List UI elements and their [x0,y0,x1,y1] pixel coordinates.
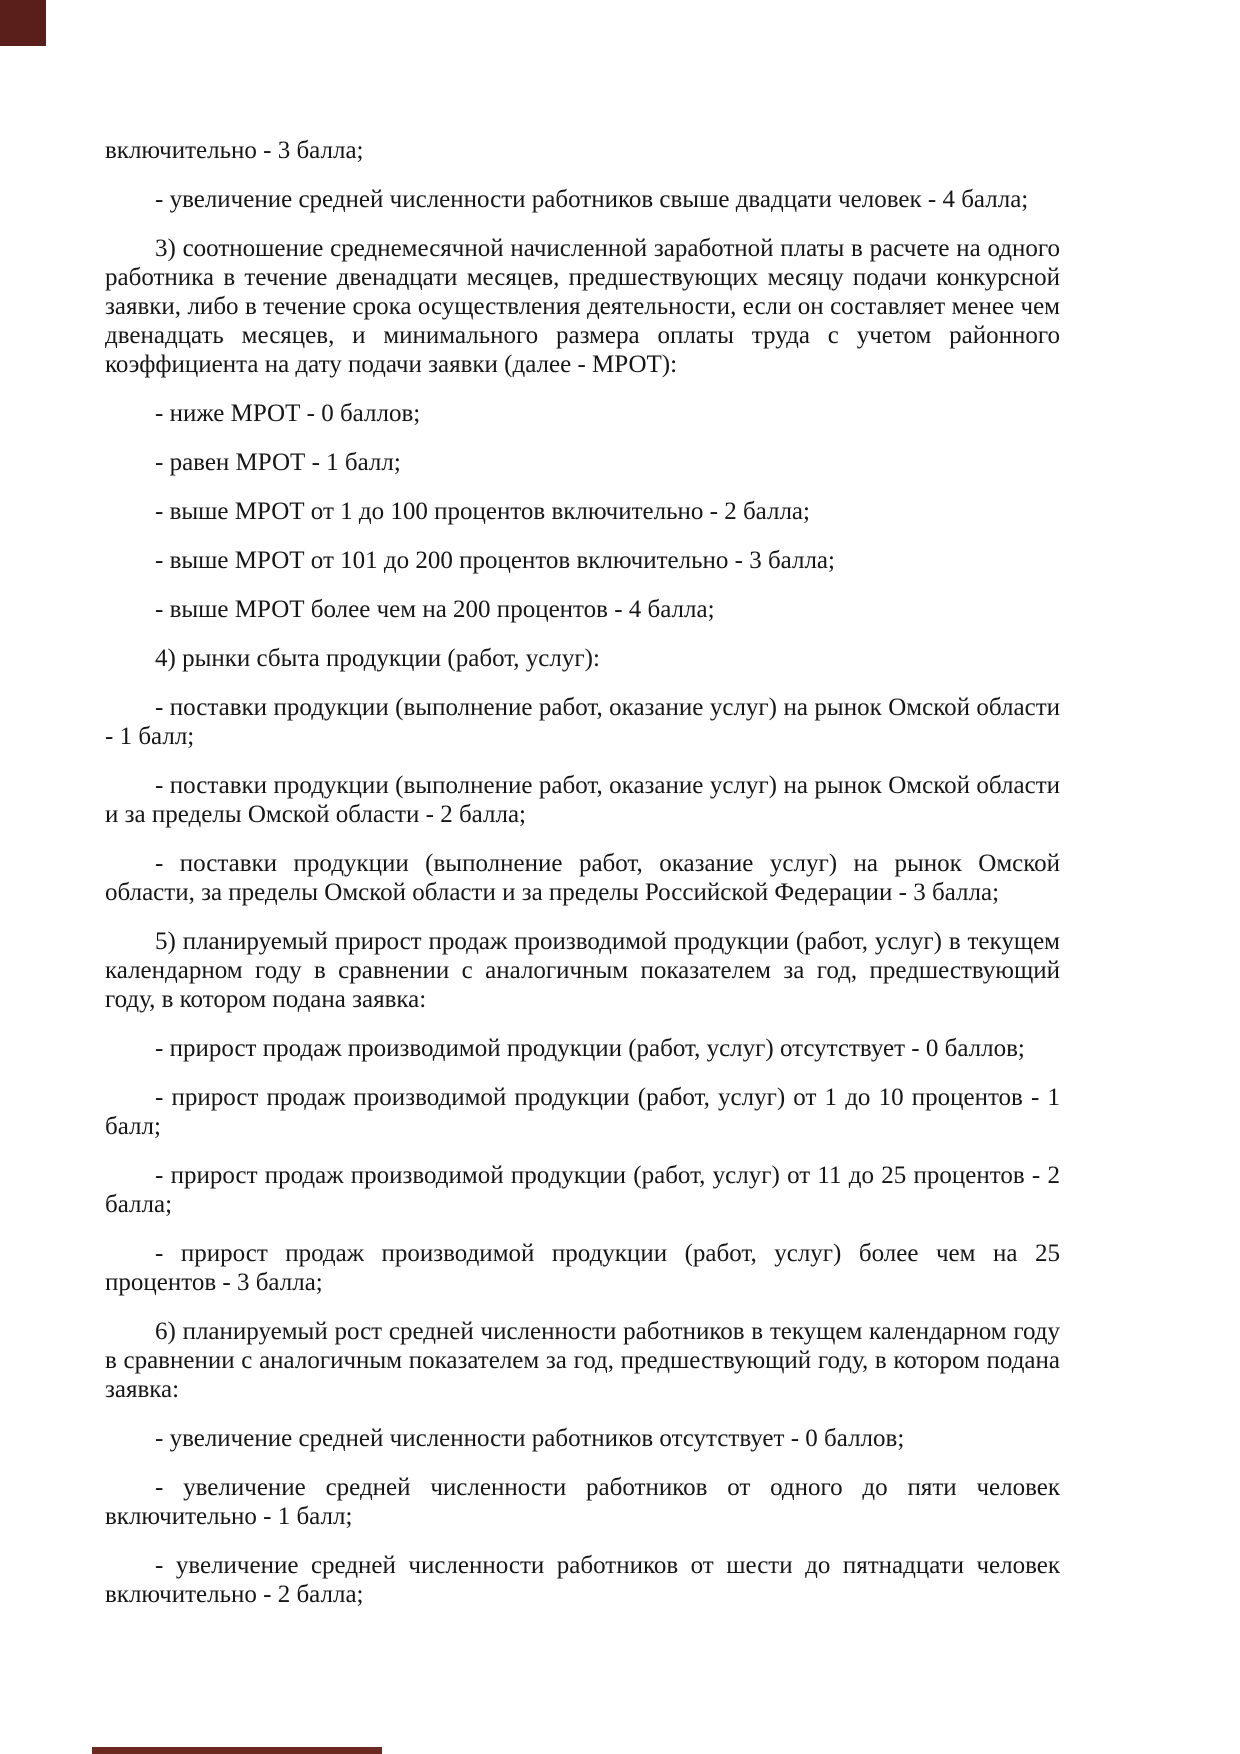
scan-artifact-top-left [0,0,46,46]
paragraph: - выше МРОТ от 101 до 200 процентов включительно - 3 балла; [155,547,835,574]
paragraph: - равен МРОТ - 1 балл; [155,449,401,476]
paragraph: включительно - 3 балла; [105,137,364,164]
paragraph: - выше МРОТ от 1 до 100 процентов включительно - 2 балла; [155,498,810,525]
paragraph: - увеличение средней численности работников отсутствует - 0 баллов; [155,1425,905,1452]
paragraph: 3) соотношение среднемесячной начисленной заработной платы в расчете на одного работника в течение двенадцати месяцев, предшествующих месяцу подачи конкурсной заявки, либо в течение срока осуществления деятельности, если он составляет менее чем двенадцать месяцев, и минимального размера оплаты труда с учетом районного коэффициента на дату подачи заявки (далее - МРОТ): [105,235,1060,378]
paragraph: - прирост продаж производимой продукции (работ, услуг) от 1 до 10 процентов - 1 балл; [105,1084,1060,1140]
paragraph: - увеличение средней численности работников свыше двадцати человек - 4 балла; [155,186,1029,213]
paragraph: 6) планируемый рост средней численности работников в текущем календарном году в сравнении с аналогичным показателем за год, предшествующий году, в котором подана заявка: [105,1318,1060,1403]
paragraph: - прирост продаж производимой продукции (работ, услуг) от 11 до 25 процентов - 2 балла; [105,1162,1060,1218]
paragraph: - увеличение средней численности работников от одного до пяти человек включительно - 1 балл; [105,1474,1060,1530]
scan-artifact-bottom [92,1747,382,1754]
paragraph: - поставки продукции (выполнение работ, оказание услуг) на рынок Омской области - 1 балл; [105,694,1060,750]
paragraph: 5) планируемый прирост продаж производимой продукции (работ, услуг) в текущем календарном году в сравнении с аналогичным показателем за год, предшествующий году, в котором подана заявка: [105,928,1060,1013]
paragraph: - прирост продаж производимой продукции (работ, услуг) отсутствует - 0 баллов; [155,1035,1025,1062]
paragraph: - выше МРОТ более чем на 200 процентов - 4 балла; [155,596,715,623]
paragraph: - поставки продукции (выполнение работ, оказание услуг) на рынок Омской области, за пределы Омской области и за пределы Российской Федерации - 3 балла; [105,850,1060,906]
paragraph: - ниже МРОТ - 0 баллов; [155,400,421,427]
paragraph: - поставки продукции (выполнение работ, оказание услуг) на рынок Омской области и за пределы Омской области - 2 балла; [105,772,1060,828]
document-body [105,136,1060,1609]
paragraph: - увеличение средней численности работников от шести до пятнадцати человек включительно - 2 балла; [105,1552,1060,1608]
paragraph: 4) рынки сбыта продукции (работ, услуг): [155,645,600,672]
paragraph: - прирост продаж производимой продукции (работ, услуг) более чем на 25 процентов - 3 балла; [105,1240,1060,1296]
